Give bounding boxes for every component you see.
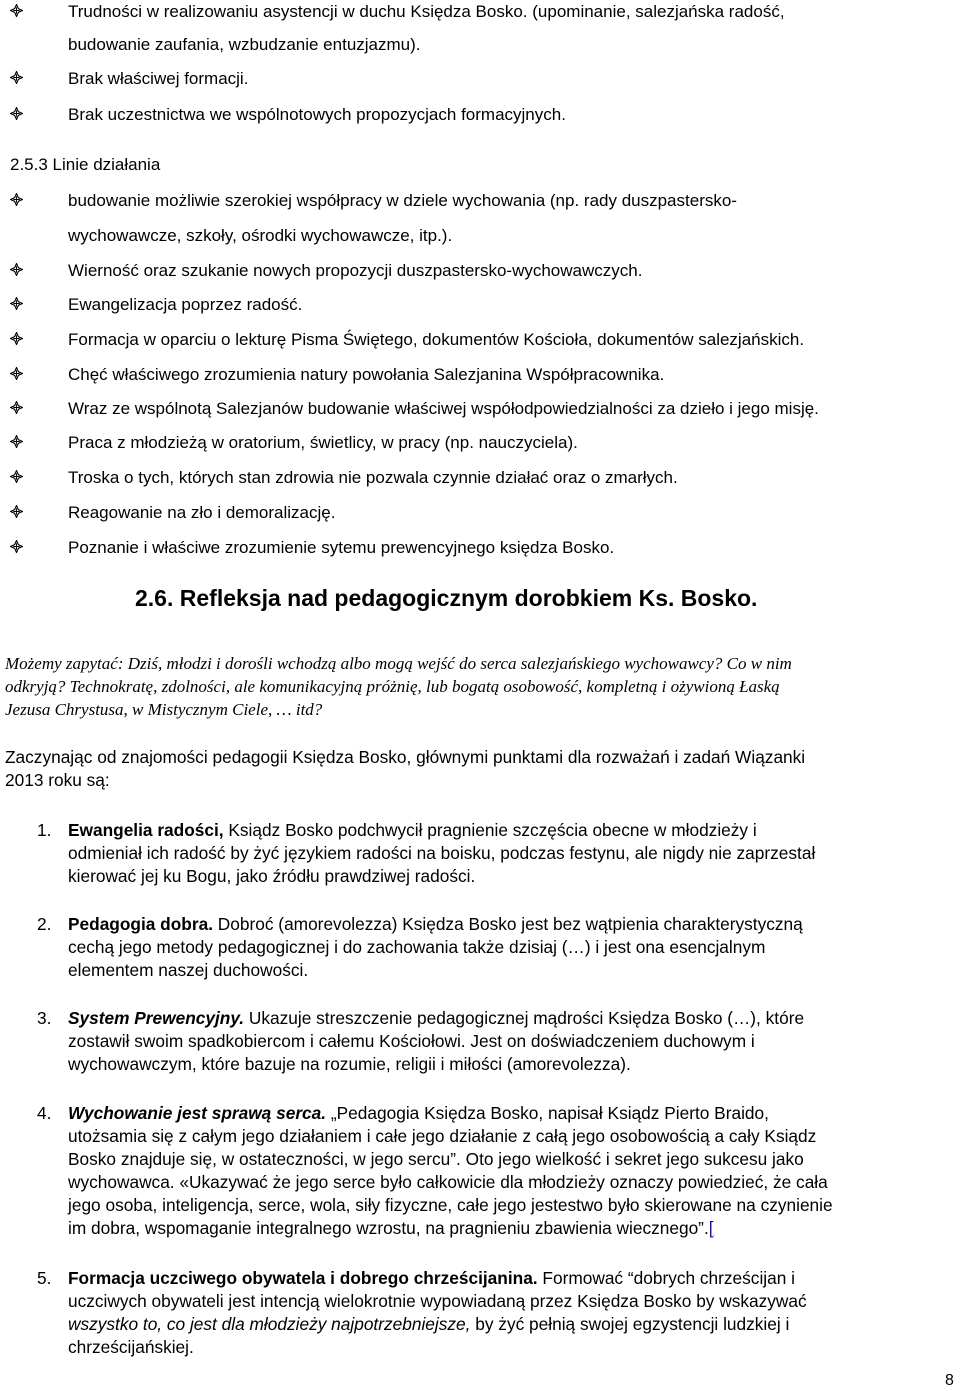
section-heading-253: 2.5.3 Linie działania: [10, 155, 161, 174]
bullet-icon: [10, 263, 23, 276]
page-number: 8: [945, 1372, 954, 1389]
bullet-icon: [10, 193, 23, 206]
bullet-icon: [10, 71, 23, 84]
bullet-icon: [10, 332, 23, 345]
bullet-icon: [10, 505, 23, 518]
bullet-icon: [10, 367, 23, 380]
bullet-icon: [10, 107, 23, 120]
bullet-icon: [10, 435, 23, 448]
bullet-icon: [10, 4, 23, 17]
bullet-icon: [10, 540, 23, 553]
intro-paragraph: Zaczynając od znajomości pedagogii Księdza Bosko, głównymi punktami dla rozważań i zadań Wiązanki 2013 roku są:: [5, 747, 806, 790]
bullet-icon: [10, 297, 23, 310]
bullet-icon: [10, 470, 23, 483]
reflection-line: odkryją? Technokratę, zdolności, ale komunikacyjną próżnię, lub bogatą osobowość, kompletną i ożywioną Łaską: [5, 677, 780, 696]
list-item: Trudności w realizowaniu asystencji w duchu Księdza Bosko. (upominanie, salezjańska radość, budowanie zaufania, wzbudzanie entuzjazmu).: [10, 0, 950, 48]
footnote-link[interactable]: [: [708, 1218, 714, 1238]
bullet-icon: [10, 401, 23, 414]
reflection-line: Możemy zapytać: Dziś, młodzi i dorośli wchodzą albo mogą wejść do serca salezjańskiego wychowawcy? Co w nim: [5, 654, 792, 673]
reflection-paragraph: [5, 652, 935, 721]
reflection-line: Jezusa Chrystusa, w Mistycznym Ciele, … itd?: [5, 700, 323, 719]
section-heading-26: 2.6. Refleksja nad pedagogicznym dorobkiem Ks. Bosko.: [135, 585, 758, 611]
